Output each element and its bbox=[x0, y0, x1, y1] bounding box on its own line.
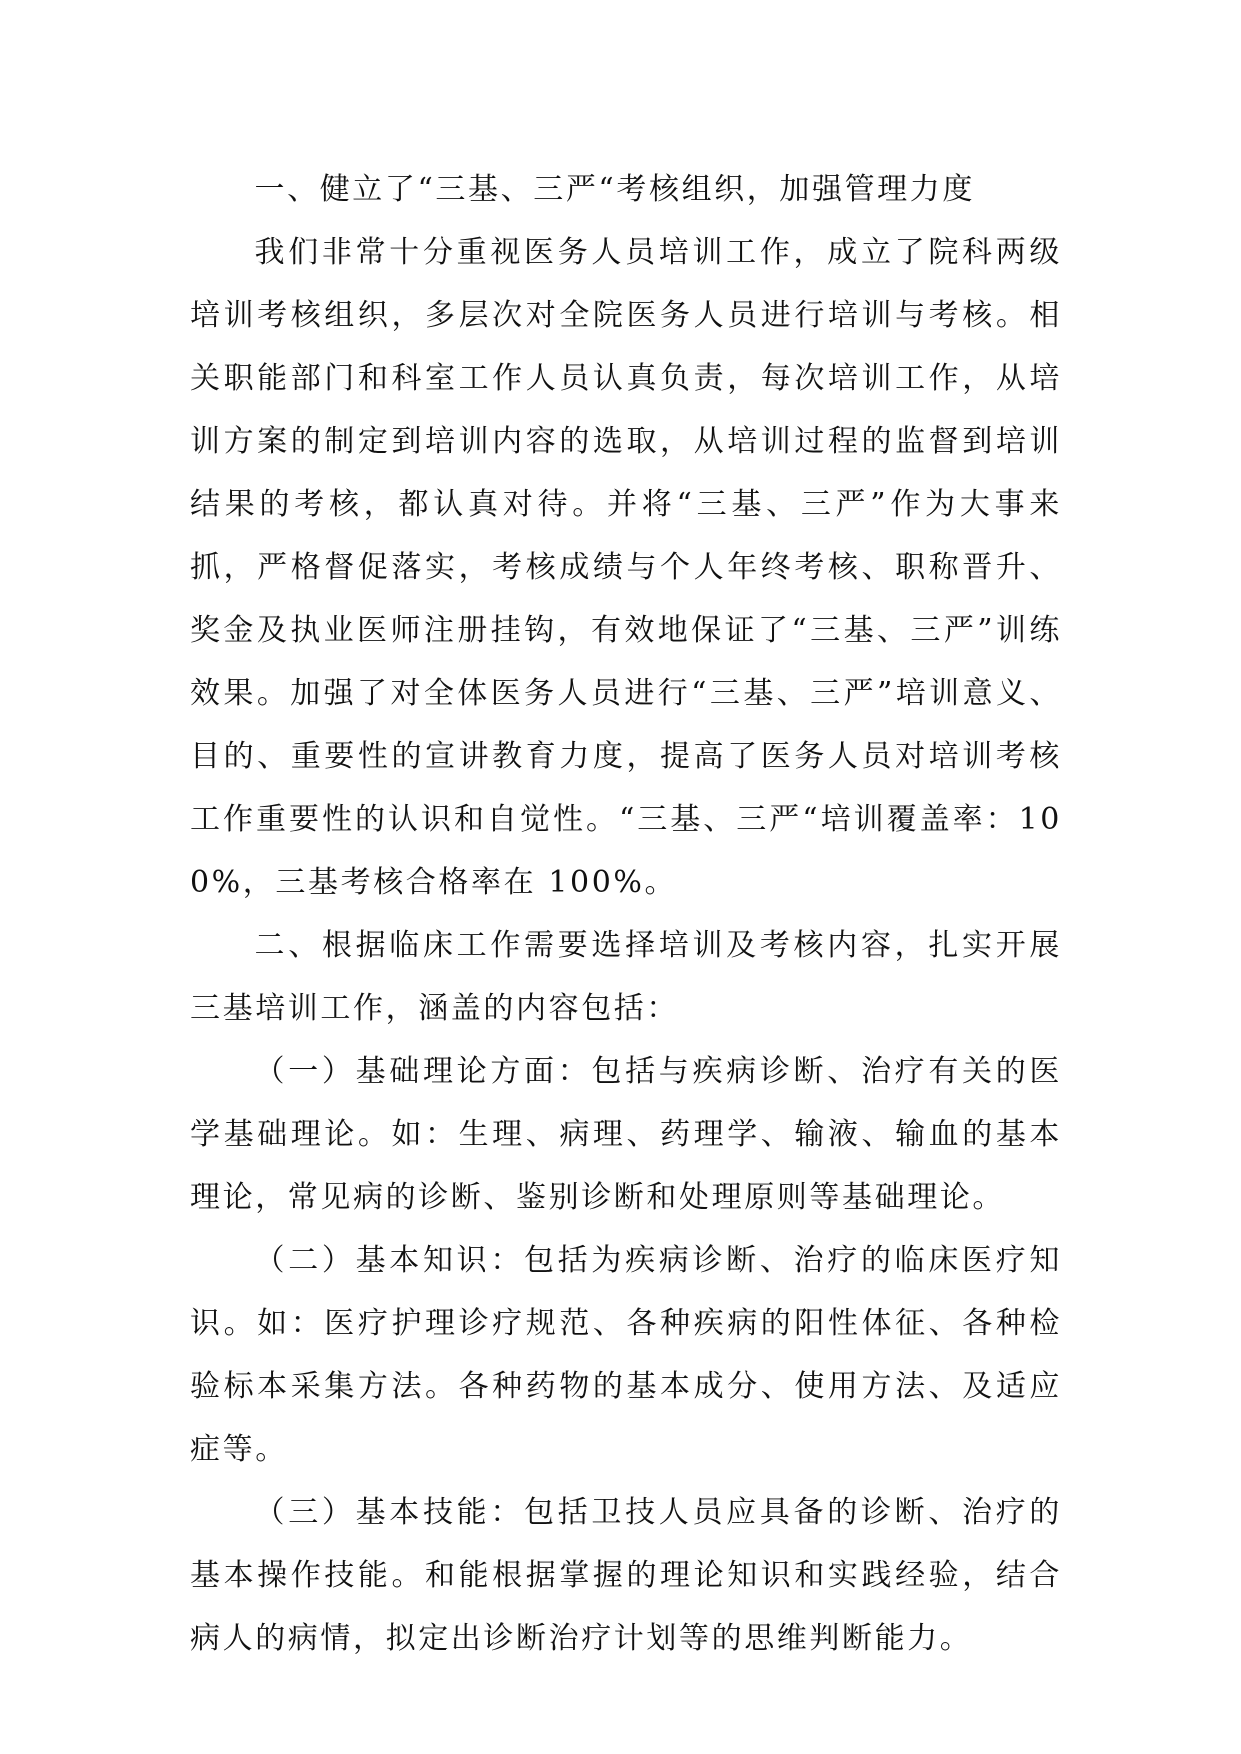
paragraph-training-organization: 我们非常十分重视医务人员培训工作，成立了院科两级培训考核组织，多层次对全院医务人员进行培训与考核。相关职能部门和科室工作人员认真负责，每次培训工作，从培训方案的制定到培训内容的选取，从培训过程的监督到培训结果的考核，都认真对待。并将“三基、三严”作为大事来抓，严格督促落实，考核成绩与个人年终考核、职称晋升、奖金及执业医师注册挂钩，有效地保证了“三基、三严”训练效果。加强了对全体医务人员进行“三基、三严”培训意义、目的、重要性的宣讲教育力度，提高了医务人员对培训考核工作重要性的认识和自觉性。“三基、三严“培训覆盖率：100%，三基考核合格率在 100%。 bbox=[190, 235, 1062, 900]
section-heading-two: 二、根据临床工作需要选择培训及考核内容，扎实开展三基培训工作，涵盖的内容包括： bbox=[190, 928, 1062, 1026]
section-heading-one: 一、健立了“三基、三严“考核组织，加强管理力度 bbox=[254, 172, 975, 207]
paragraph-basic-theory: （一）基础理论方面：包括与疾病诊断、治疗有关的医学基础理论。如：生理、病理、药理学、输液、输血的基本理论，常见病的诊断、鉴别诊断和处理原则等基础理论。 bbox=[190, 1054, 1062, 1215]
paragraph-basic-knowledge: （二）基本知识：包括为疾病诊断、治疗的临床医疗知识。如：医疗护理诊疗规范、各种疾病的阳性体征、各种检验标本采集方法。各种药物的基本成分、使用方法、及适应症等。 bbox=[190, 1243, 1062, 1467]
paragraph-basic-skills: （三）基本技能：包括卫技人员应具备的诊断、治疗的基本操作技能。和能根据掌握的理论知识和实践经验，结合病人的病情，拟定出诊断治疗计划等的思维判断能力。 bbox=[190, 1495, 1062, 1656]
document-body bbox=[190, 158, 1062, 1670]
